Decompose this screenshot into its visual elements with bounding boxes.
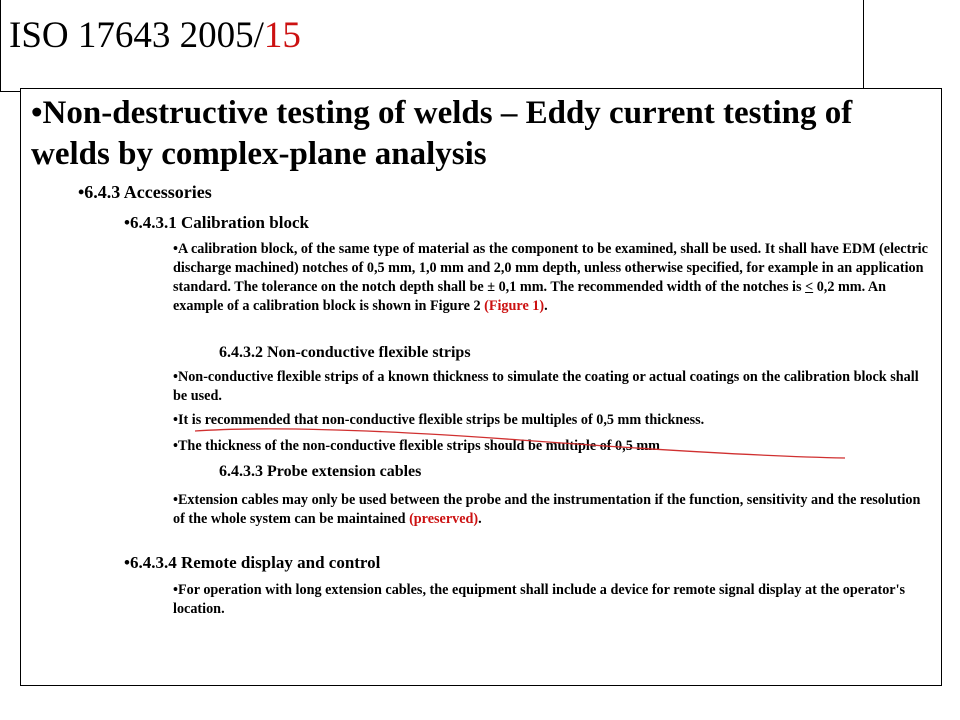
p1-less-than: <: [805, 279, 814, 295]
section-6-4-3: •6.4.3 Accessories: [78, 182, 212, 202]
title-page-number: 15: [263, 15, 301, 56]
section-6-4-3-3: 6.4.3.3 Probe extension cables: [219, 463, 422, 480]
paragraph-remote-display: •For operation with long extension cables, the equipment shall include a device for remote signal display at the operator's location.: [173, 582, 906, 617]
p5-end: .: [478, 511, 482, 527]
section-6-4-3-2: 6.4.3.2 Non-conductive flexible strips: [219, 344, 471, 361]
p1-end: .: [544, 298, 548, 314]
main-heading: •Non-destructive testing of welds – Eddy current testing of welds by complex-plane analysis: [31, 95, 853, 172]
paragraph-flexible-strips: •Non-conductive flexible strips of a known thickness to simulate the coating or actual coatings on the calibration block shall be used.: [173, 369, 919, 404]
p1-text: •A calibration block, of the same type of material as the component to be examined, shall be used. It shall have EDM (electric discharge machined) notches of 0,5 mm, 1,0 mm and 2,0 mm depth, unless otherwise specified, for example in an application standard. The tolerance on the notch depth shall be ± 0,1 mm. The recommended width of the notches is: [173, 241, 928, 295]
p1-figure-ref: (Figure 1): [484, 298, 545, 314]
section-6-4-3-1: •6.4.3.1 Calibration block: [124, 213, 309, 232]
title-standard: ISO 17643 2005/: [9, 15, 264, 56]
paragraph-strips-recommended: •It is recommended that non-conductive flexible strips be multiples of 0,5 mm thickness.: [173, 412, 705, 428]
paragraph-calibration-block: [173, 240, 933, 316]
paragraph-extension-cables: [173, 491, 933, 529]
content-box: [20, 88, 942, 686]
title-box: [0, 0, 864, 92]
slide-title: [9, 14, 301, 57]
section-6-4-3-4: •6.4.3.4 Remote display and control: [124, 553, 381, 572]
p5-text: •Extension cables may only be used between the probe and the instrumentation if the function, sensitivity and the resolution of the whole system can be maintained: [173, 492, 921, 527]
paragraph-strips-thickness: •The thickness of the non-conductive flexible strips should be multiple of 0,5 mm: [173, 438, 660, 454]
p1-text-b: 0,2 mm. An example of a calibration block is shown in Figure 2: [173, 279, 887, 314]
p5-preserved: (preserved): [409, 511, 479, 527]
